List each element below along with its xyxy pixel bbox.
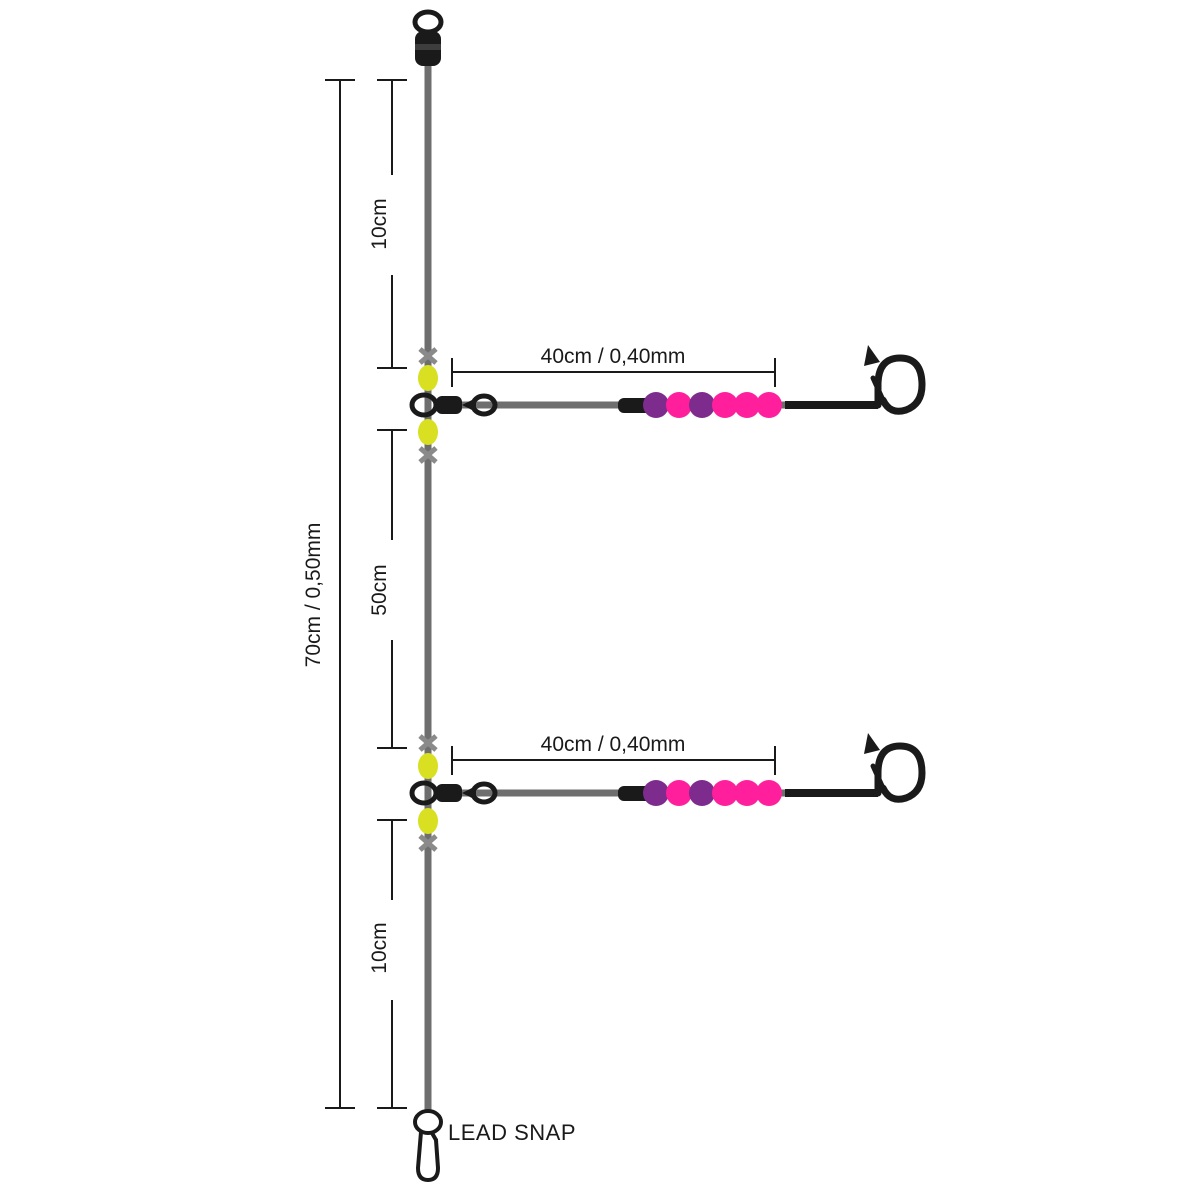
bead (643, 780, 669, 806)
bead (689, 780, 715, 806)
stop-bead (418, 419, 438, 445)
lead-snap-label: LEAD SNAP (448, 1120, 576, 1145)
bead (666, 780, 692, 806)
hook-icon (785, 733, 922, 799)
total-length-label: 70cm / 0,50mm (302, 522, 325, 668)
swivel-icon (415, 12, 441, 66)
dimension-top-segment (368, 80, 407, 368)
dimension-upper-snood (452, 340, 775, 387)
upper-snood-beads (643, 392, 782, 418)
upper-snood-group (412, 340, 922, 462)
middle-segment-label: 50cm (368, 564, 391, 616)
top-segment-label: 10cm (368, 198, 391, 250)
stop-bead (418, 753, 438, 779)
bead (689, 392, 715, 418)
bead (643, 392, 669, 418)
bead (666, 392, 692, 418)
lower-snood-label: 40cm / 0,40mm (540, 733, 686, 756)
upper-snood-label: 40cm / 0,40mm (540, 345, 686, 368)
lower-snood-beads (643, 780, 782, 806)
dimension-bottom-segment (368, 820, 407, 1108)
dimension-lower-snood (452, 728, 775, 775)
dimension-middle-segment (368, 430, 407, 748)
stop-bead (418, 808, 438, 834)
bead (756, 392, 782, 418)
hook-icon (785, 345, 922, 411)
bead (756, 780, 782, 806)
stop-bead (418, 365, 438, 391)
lower-snood-group (412, 728, 922, 850)
dimension-total-length (296, 80, 355, 1108)
lead-snap-icon (415, 1111, 441, 1180)
bottom-segment-label: 10cm (368, 922, 391, 974)
